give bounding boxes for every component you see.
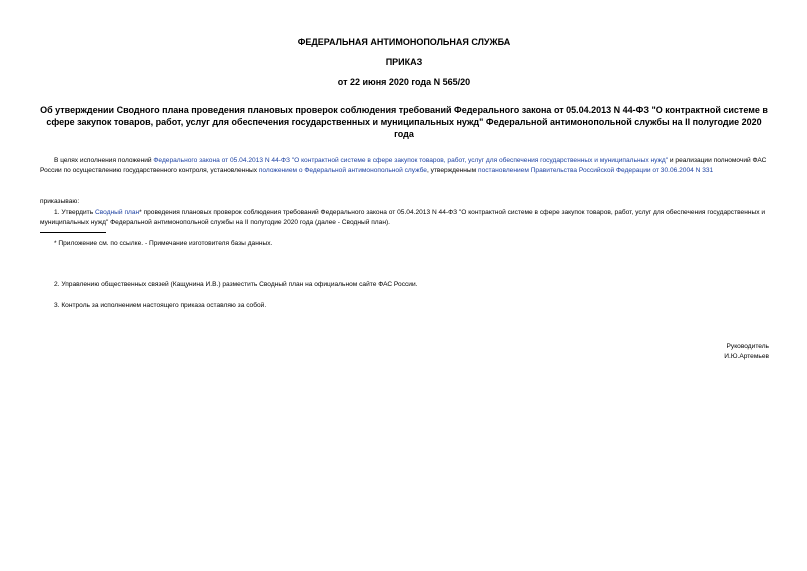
preamble-paragraph: [40, 156, 768, 176]
fas-regulation-link[interactable]: положением о Федеральной антимонопольной службе: [258, 167, 427, 174]
item-1-paragraph: [40, 208, 768, 228]
summary-plan-link[interactable]: Сводный план: [94, 209, 140, 216]
item-3-paragraph: 3. Контроль за исполнением настоящего приказа оставляю за собой.: [54, 302, 267, 309]
preamble-text-1: В целях исполнения положений: [54, 157, 154, 164]
item-2-paragraph: 2. Управлению общественных связей (Кащунина И.В.) разместить Сводный план на официальном сайте ФАС России.: [54, 281, 418, 288]
doc-type: ПРИКАЗ: [385, 57, 423, 67]
orders-word: приказываю:: [40, 198, 80, 205]
preamble-text-2: и реализации полномочий ФАС России по осуществлению государственного контроля, установленных: [40, 157, 767, 174]
government-decree-link[interactable]: постановлением Правительства Российской Федерации от 30.06.2004 N 331: [478, 167, 714, 174]
footnote-divider: [40, 232, 106, 233]
item-1-text-1: 1. Утвердить: [54, 209, 95, 216]
law-44fz-link[interactable]: Федерального закона от 05.04.2013 N 44-ФЗ "О контрактной системе в сфере закупок товаров, работ, услуг для обеспечения государственных и муниципальных нужд": [153, 157, 669, 164]
doc-date-number: от 22 июня 2020 года N 565/20: [337, 77, 471, 87]
signature-role: Руководитель: [726, 343, 769, 350]
doc-title: Об утверждении Сводного плана проведения плановых проверок соблюдения требований Федерального закона от 05.04.2013 N 44-ФЗ "О контрактной системе в сфере закупок товаров, работ, услуг для обеспечения государственных и муниципальных нужд" Федеральной антимонопольной службы на II полугодие 2020 года: [40, 105, 768, 139]
preamble-text-3: , утвержденным: [426, 167, 479, 174]
agency-name: ФЕДЕРАЛЬНАЯ АНТИМОНОПОЛЬНАЯ СЛУЖБА: [297, 37, 511, 47]
footnote: * Приложение см. по ссылке. - Примечание изготовителя базы данных.: [54, 240, 273, 247]
signature-name: И.Ю.Артемьев: [724, 353, 769, 360]
item-1-text-2: * проведения плановых проверок соблюдения требований Федерального закона от 05.04.2013 N 44-ФЗ "О контрактной системе в сфере закупок товаров, работ, услуг для обеспечения государственных и муниципальных нужд" Федеральной антимонопольной службы на II полугодие 2020 года (далее - Сводный план).: [40, 209, 766, 226]
